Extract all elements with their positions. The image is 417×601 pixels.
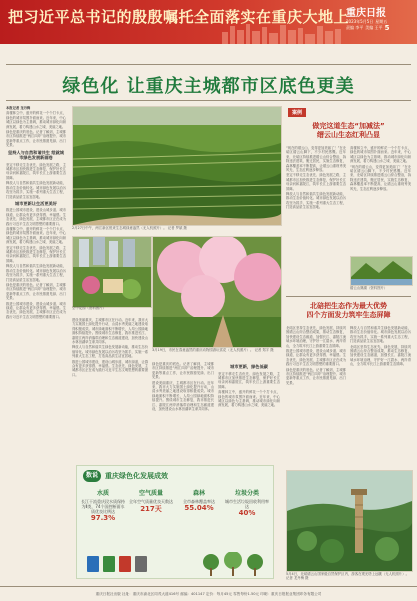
kpi-value: 40%: [238, 509, 256, 517]
banner: [0, 0, 417, 44]
paragraph: 高楼林立中，盛开的鲜花一个个打卡点，绿色的城市氛围扑面而来。近年来，中心城区以绿色为主基调，推动城市绿化向纵深发展，着力构建山水之城、美丽之地。: [6, 111, 66, 129]
forest-tower-illustration: [287, 471, 412, 571]
kpi-title: 垃圾分类: [234, 490, 259, 497]
article-title: [286, 122, 411, 140]
data-badge: 数说: [83, 470, 101, 482]
masthead-designer: 美编 王平: [365, 25, 383, 30]
banner-title: 把习近平总书记的殷殷嘱托全面落实在重庆大地上: [8, 8, 350, 26]
paragraph: 释放人与自然和谐共生绿色发展新动能，推动生态价值转化。城市绿色发展以治污攻坚为抓手，实施一系列重大生态工程，打造高品质生活宜居地。: [350, 326, 411, 344]
paragraph: “现在的缙云山，变得更加美丽了！”在北碚区缙云山脚下，不少村民感慨。近年来，北碚区持续推进缙云山综合整治，拆除违法建筑，搬迁居民，实施生态修复，森林覆盖率不断提高，让缙云山重现秀美风光，生态红利逐步释放。: [286, 146, 346, 173]
paragraph: 绿色是重庆的底色。记者了解到，主城都市区持续推进“两江四岸”治理提升、城市更新等重点工作，让市民推窗见绿、出门见景。: [152, 362, 214, 380]
masthead-weekday: 星期五: [375, 19, 388, 24]
paragraph: 坚定不移走生态优先、绿色发展之路，主城都市区加快推进生态修复，保护好长江母亲河和嘉陵江，筑牢长江上游重要生态屏障。: [6, 162, 66, 180]
kpi-water: [81, 488, 125, 544]
paragraph: 推进公园城市建设，建设山城步道、城市绿道，让群众有更多获得感、幸福感。生态优先、绿色发展，主城都市区正在成为践行习近平生态文明思想的重要窗口。: [6, 208, 66, 226]
kpi-forest: [177, 488, 221, 544]
photo-city-garden: [72, 236, 152, 308]
center-article-col2: [152, 362, 214, 464]
kpi-title: 水质: [96, 490, 109, 497]
paragraph: 高楼林立中，盛开的鲜花一个个打卡点，绿色的城市氛围扑面而来。近年来，中心城区以绿色为主基调，推动城市绿化向纵深发展，着力构建山水之城、美丽之地。: [218, 390, 280, 408]
headline-rule-bottom: [6, 100, 411, 101]
paragraph: “现在的缙云山，变得更加美丽了！”在北碚区缙云山脚下，不少村民感慨。近年来，北碚区持续推进缙云山综合整治，拆除违法建筑，搬迁居民，实施生态修复，森林覆盖率不断提高，让缙云山重现秀美风光，生态红利逐步释放。: [350, 164, 411, 191]
photo-jinyun-mountain: [350, 256, 413, 286]
greenery-illustration: [73, 107, 281, 225]
kpi-body: 全市森林覆盖率达: [183, 499, 215, 504]
other-waste-bin-icon: [135, 556, 147, 572]
kpi-value: 217天: [140, 505, 162, 513]
kpi-body: 长江干流重庆段水质保持为Ⅱ类，74个国控断面水质优良比例达: [81, 499, 125, 514]
paragraph: 建设美丽重庆，主城都市区在行动。近年来，我市大力实施国土绿化提升行动，山清水秀美丽之地建设取得积极成效。城市绿地面积不断增长，人均公园绿地面积持续提升。围绕城市生态修复，我市推进长江、嘉陵江两岸消落带治理和生态廊道建设，加快建设山水林田湖草生命共同体。: [152, 380, 214, 412]
kitchen-waste-bin-icon: [103, 556, 115, 572]
article-title-line: 缙云山生态红利凸显: [317, 131, 380, 139]
center-article-col3: [218, 362, 280, 464]
masthead-date: 2023年5月5日: [346, 19, 374, 24]
photo-blossoms: [152, 236, 282, 348]
paragraph: 建设美丽重庆，主城都市区在行动。近年来，我市大力实施国土绿化提升行动，山清水秀美丽之地建设取得积极成效。城市绿地面积不断增长，人均公园绿地面积持续提升。围绕城市生态修复，我市推进长江、嘉陵江两岸消落带治理和生态廊道建设，加快建设山水林田湖草生命共同体。: [72, 318, 148, 345]
paragraph: 推进公园城市建设，建设山城步道、城市绿道，让群众有更多获得感、幸福感。生态优先、绿色发展，主城都市区正在成为践行习近平生态文明思想的重要窗口。: [6, 301, 66, 319]
kpi-body: 全年空气质量优良天数达: [129, 499, 173, 504]
case-tag: 案例: [288, 108, 306, 117]
byline: 本报记者 龙丹梅: [6, 106, 31, 110]
recycle-bin-icon: [87, 556, 99, 572]
paragraph: 释放人与自然和谐共生绿色发展新动能，推动生态价值转化。城市绿色发展以治污攻坚为抓手，实施一系列重大生态工程，打造高品质生活宜居地。: [6, 181, 66, 199]
kpi-value: 55.04%: [184, 504, 214, 512]
kpi-body: 城市生活垃圾回收利用率达: [225, 499, 269, 509]
photo-green-terraces: [72, 106, 282, 226]
kpi-waste: [225, 488, 269, 544]
hazardous-bin-icon: [119, 556, 131, 572]
right-top-col1: [286, 146, 346, 284]
masthead-editor: 责编 李平: [346, 25, 364, 30]
tree-icon: [197, 552, 269, 576]
kpi-title: 森林: [192, 490, 205, 497]
photo-caption: 空中花园（资料图片）: [72, 306, 106, 310]
subheading: 坚持人与自然和谐共生 绘就城市绿色发展新画卷: [8, 149, 64, 161]
paragraph: 坚定不移走生态优先、绿色发展之路，主城都市区加快推进生态修复，保护好长江母亲河和嘉陵江，筑牢长江上游重要生态屏障。: [286, 173, 346, 191]
photo-caption: 5月4日，北碚缙云山国家级自然保护区内，游客在观光塔上远眺（无人机照片）。 记者 龙丹梅 摄: [286, 572, 409, 581]
right-top-col2: [350, 146, 411, 254]
page-number: 5: [384, 24, 390, 32]
paragraph: 高楼林立中，盛开的鲜花一个个打卡点，绿色的城市氛围扑面而来。近年来，中心城区以绿色为主基调，推动城市绿化向纵深发展，着力构建山水之城、美丽之地。: [6, 227, 66, 245]
subheading: 城市更新，绿色低碳: [230, 364, 268, 369]
headline-rule-top: [6, 64, 411, 65]
article-title-line: 做完这道生态“加减法”: [312, 122, 385, 130]
photo-observation-tower: [286, 470, 413, 572]
paragraph: 绿色是重庆的底色。记者了解到，主城都市区持续推进“两江四岸”治理提升、城市更新等重点工作，让市民推窗见绿、出门见景。: [6, 130, 66, 148]
masthead-brand: 重庆日报: [346, 8, 386, 19]
right-bottom-col1: [286, 326, 346, 466]
photo-caption: 缙云山黛湖（资料图片）: [350, 286, 388, 290]
kpi-title: 空气质量: [138, 490, 163, 497]
paragraph: 坚定不移走生态优先、绿色发展之路，主城都市区加快推进生态修复，保护好长江母亲河和嘉陵江，筑牢长江上游重要生态屏障。: [6, 245, 66, 263]
paragraph: 高楼林立中，盛开的鲜花一个个打卡点，绿色的城市氛围扑面而来。近年来，中心城区以绿色为主基调，推动城市绿化向纵深发展，着力构建山水之城、美丽之地。: [350, 146, 411, 164]
paragraph: 推进公园城市建设，建设山城步道、城市绿道，让群众有更多获得感、幸福感。生态优先、绿色发展，主城都市区正在成为践行习近平生态文明思想的重要窗口。: [286, 349, 346, 367]
blossom-illustration: [153, 237, 281, 347]
data-title: 重庆绿色化发展成效: [105, 472, 168, 480]
article-title-line: 四个方面发力筑牢生态屏障: [306, 311, 391, 319]
page-headline: 绿色化 让重庆主城都市区底色更美: [62, 76, 355, 97]
subheading: 城市更新让生活更美好: [15, 200, 57, 206]
paragraph: 绿色是重庆的底色。记者了解到，主城都市区持续推进“两江四岸”治理提升、城市更新等重点工作，让市民推窗见绿、出门见景。: [286, 367, 346, 385]
center-article-col1: [72, 318, 148, 464]
paragraph: 北碚区坚持生态优先、绿色发展，持续巩固缙云山综合整治成果，推动生态修复，加快建设生态廊道，加强长江、嘉陵江流域水环境治理，守护好一江碧水、两岸青山，全力筑牢长江上游重要生态屏障。: [350, 344, 411, 367]
article-title: [286, 302, 411, 320]
section-divider: [286, 296, 411, 297]
paragraph: 坚定不移走生态优先、绿色发展之路，主城都市区加快推进生态修复，保护好长江母亲河和嘉陵江，筑牢长江上游重要生态屏障。: [218, 371, 280, 389]
kpi-value: 97.3%: [90, 514, 116, 522]
photo-caption: 3月19日，市民在春意盎然的重庆动物园游玩赏花（无人机照片）。 记者 郑宇 摄: [152, 348, 274, 352]
photo-caption: 2月27日中午，两江新区悦来生态城绿意盎然（无人机照片）。 记者 罗斌 摄: [72, 226, 187, 230]
mountain-illustration: [351, 257, 412, 285]
article-title-line: 北碚把生态作为最大优势: [310, 302, 387, 310]
right-bottom-col2: [350, 326, 411, 466]
paragraph: 绿色是重庆的底色。记者了解到，主城都市区持续推进“两江四岸”治理提升、城市更新等重点工作，让市民推窗见绿、出门见景。: [6, 282, 66, 301]
paragraph: 释放人与自然和谐共生绿色发展新动能，推动生态价值转化。城市绿色发展以治污攻坚为抓手，实施一系列重大生态工程，打造高品质生活宜居地。: [72, 345, 148, 359]
left-article: [6, 106, 66, 582]
paragraph: 北碚区坚持生态优先、绿色发展，持续巩固缙云山综合整治成果，推动生态修复，加快建设生态廊道，加强长江、嘉陵江流域水环境治理，守护好一江碧水、两岸青山，全力筑牢长江上游重要生态屏障。: [286, 326, 346, 348]
kpi-air: [129, 488, 173, 544]
masthead: [346, 4, 412, 42]
paragraph: 推进公园城市建设，建设山城步道、城市绿道，让群众有更多获得感、幸福感。生态优先、绿色发展，主城都市区正在成为践行习近平生态文明思想的重要窗口。: [72, 359, 148, 377]
footer-info: 重庆日报社出版 社址：重庆市渝北区同茂大道416号 邮编：401147 定价：每月45元 零售每份1.50元 印刷：重庆日报报业集团印务有限公司: [0, 586, 417, 601]
paragraph: 释放人与自然和谐共生绿色发展新动能，推动生态价值转化。城市绿色发展以治污攻坚为抓手，实施一系列重大生态工程，打造高品质生活宜居地。: [286, 192, 346, 210]
garden-illustration: [73, 237, 151, 307]
data-infographic: [76, 465, 274, 579]
paragraph: 释放人与自然和谐共生绿色发展新动能，推动生态价值转化。城市绿色发展以治污攻坚为抓手，实施一系列重大生态工程，打造高品质生活宜居地。: [6, 264, 66, 282]
